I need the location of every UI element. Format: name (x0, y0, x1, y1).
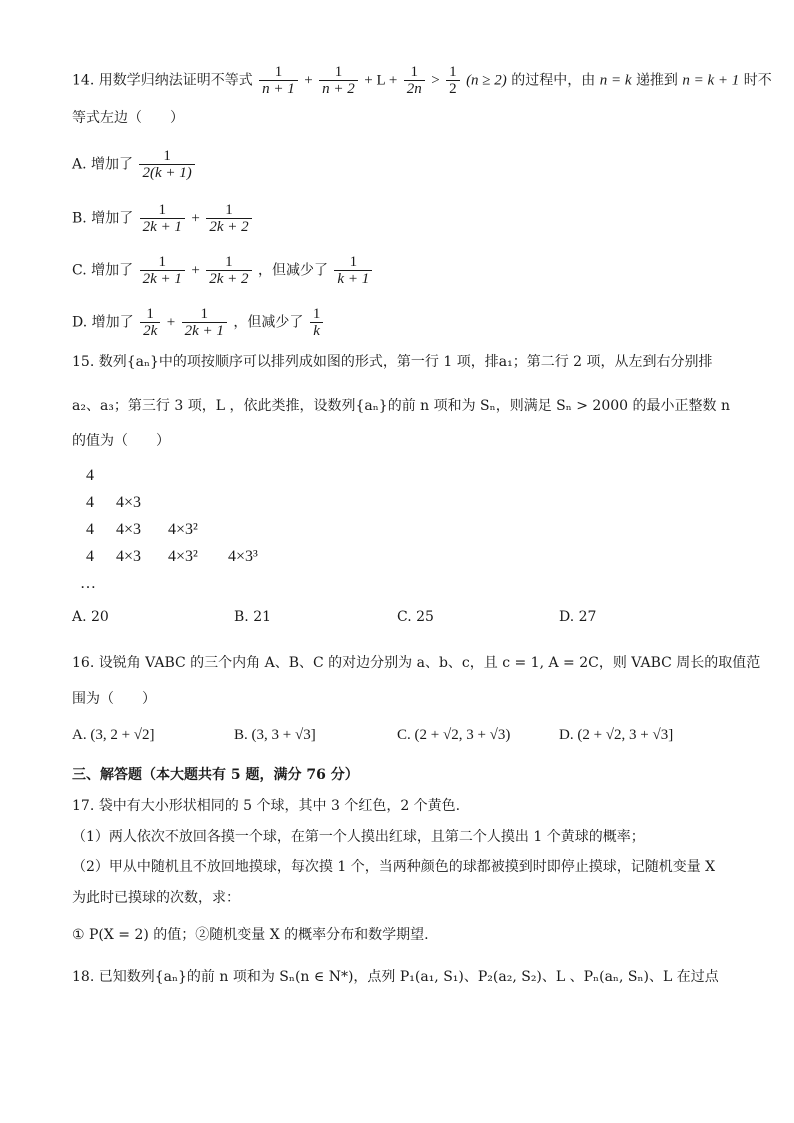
q17-line-1: 17. 袋中有大小形状相同的 5 个球，其中 3 个红色，2 个黄色. (72, 798, 461, 814)
q14-frac-1: $\frac{1}{n + 1}$ (259, 64, 298, 97)
q14-text-d: 时不 (743, 72, 772, 89)
q15-line-2: a₂、a₃；第三行 3 项，L ，依此类推，设数列{aₙ}的前 n 项和为 Sₙ，则满足 Sₙ > 2000 的最小正整数 n (72, 398, 730, 414)
q17-line-2: （1）两人依次不放回各摸一个球，在第一个人摸出红球，且第二个人摸出 1 个黄球的概率； (72, 829, 645, 845)
q14-text-a: 用数学归纳法证明不等式 (98, 72, 253, 89)
q16-line-1 (72, 653, 760, 673)
q16-option-d: D. (2 + √2, 3 + √3] (559, 727, 674, 743)
q17-line-4: 为此时已摸球的次数，求： (72, 890, 240, 906)
q16-line-2: 围为（ ） (72, 691, 156, 707)
q15-array-row-3: 4 4×3 4×3² (86, 521, 198, 538)
q15-number: 15. (72, 354, 95, 370)
q14-text-c: 递推到 (635, 72, 678, 89)
q15-array-row-4: 4 4×3 4×3² 4×3³ (86, 548, 258, 565)
q16-option-b: B. (3, 3 + √3] (234, 727, 316, 743)
q15-line-3: 的值为（ ） (72, 433, 170, 449)
ellipsis-term: + L + (364, 72, 398, 89)
q14-number: 14. (72, 72, 95, 89)
q14-option-c: C. 增加了 $\frac{1}{2k + 1}$ + $\frac{1}{2k + 2}$ ，但减少了 $\frac{1}{k + 1}$ (72, 254, 374, 287)
q16-option-c: C. (2 + √2, 3 + √3) (397, 727, 511, 743)
q17-line-3: （2）甲从中随机且不放回地摸球，每次摸 1 个，当两种颜色的球都被摸到时即停止摸球，记随机变量 X (72, 859, 716, 875)
q14-nk1: n = k + 1 (682, 72, 740, 89)
q18-line-1: 18. 已知数列{aₙ}的前 n 项和为 Sₙ(n ∈ N*)，点列 P₁(a₁, S₁)、P₂(a₂, S₂)、L 、Pₙ(aₙ, Sₙ)、L 在过点 (72, 969, 719, 985)
q15-array-ellipsis: … (80, 575, 96, 592)
plus-sign: + (304, 72, 313, 89)
q15-array-row-2: 4 4×3 (86, 494, 142, 511)
q14-option-d: D. 增加了 $\frac{1}{2k}$ + $\frac{1}{2k + 1}$ ，但减少了 $\frac{1}{k}$ (72, 306, 325, 339)
q14-condition: (n ≥ 2) (466, 72, 507, 89)
q15-option-c: C. 25 (397, 609, 434, 625)
q14-line-2: 等式左边（ ） (72, 110, 184, 126)
q15-line-1 (72, 352, 713, 372)
q15-array-row-1: 4 (86, 467, 94, 484)
gt-sign: > (431, 72, 440, 89)
q15-option-d: D. 27 (559, 609, 597, 625)
q14-frac-3: $\frac{1}{2n}$ (404, 64, 425, 97)
q14-frac-4: $\frac{1}{2}$ (446, 64, 460, 97)
q14-nk: n = k (599, 72, 632, 89)
q15-option-a: A. 20 (72, 609, 109, 625)
q14-option-b: B. 增加了 $\frac{1}{2k + 1}$ + $\frac{1}{2k + 2}$ (72, 202, 254, 235)
q16-option-a: A. (3, 2 + √2] (72, 727, 155, 743)
q16-number: 16. (72, 655, 95, 671)
q15-text-1: 数列{aₙ}中的项按顺序可以排列成如图的形式，第一行 1 项，排a₁；第二行 2 项，从左到右分别排 (98, 354, 713, 370)
q14-text-b: 的过程中，由 (511, 72, 596, 89)
q14-frac-2: $\frac{1}{n + 2}$ (319, 64, 358, 97)
q17-line-5: ① P(X = 2) 的值；②随机变量 X 的概率分布和数学期望. (72, 927, 429, 943)
q14-option-a: A. 增加了 $\frac{1}{2(k + 1)}$ (72, 148, 197, 181)
q15-option-b: B. 21 (234, 609, 272, 625)
section-3-title: 三、解答题（本大题共有 5 题，满分 76 分） (72, 767, 359, 783)
q16-text-1: 设锐角 VABC 的三个内角 A、B、C 的对边分别为 a、b、c，且 c = 1, A = 2C，则 VABC 周长的取值范 (98, 655, 761, 671)
q14-line-1 (72, 64, 772, 97)
